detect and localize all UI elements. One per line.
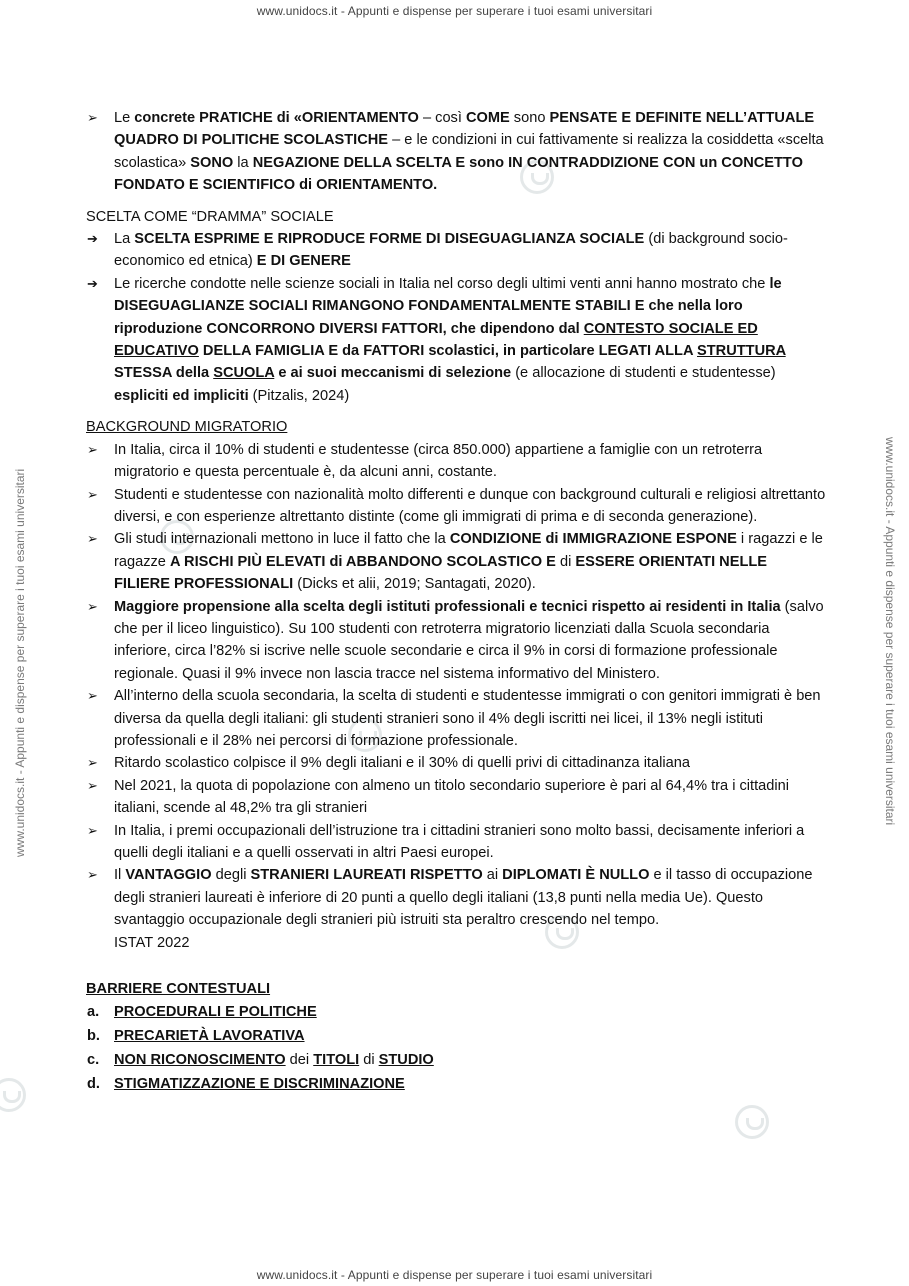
list-marker: d. [87, 1076, 100, 1093]
text-run: (Pitzalis, 2024) [248, 387, 350, 404]
migratorio-item-5 [86, 685, 826, 752]
underlined-run: SCUOLA [213, 365, 275, 382]
text-run: e il tasso di occupazione degli stranieri laureati è inferiore di 20 punti a quello degli italiani (13,8 punti nella media Ue). Questo svantaggio occupazionale degli stranieri più istruiti sta peraltro crescendo nel tempo. [114, 867, 813, 929]
migratorio-item-6 [86, 752, 826, 774]
bold-run: concrete PRATICHE di «ORIENTAMENTO [134, 110, 419, 126]
scelta-item-1 [86, 228, 826, 273]
text-run: degli [211, 867, 251, 884]
bullet-arrowhead-icon: ➢ [87, 441, 98, 457]
text-run: – e le condizioni in cui fattivamente si realizza la cosiddetta «scelta scolastica» [114, 132, 824, 171]
bold-run: PENSATE E DEFINITE NELL’ATTUALE QUADRO DI POLITICHE SCOLASTICHE [114, 110, 815, 149]
bold-run: Maggiore propensione alla scelta degli istituti professionali e tecnici rispetto ai residenti in Italia [114, 598, 781, 615]
bullet-arrowhead-icon: ➢ [87, 110, 98, 125]
underlined-run: CONTESTO SOCIALE ED EDUCATIVO [114, 320, 758, 360]
bold-run: STRANIERI LAUREATI RISPETTO [250, 867, 483, 884]
text-run: Studenti e studentesse con nazionalità molto differenti e dunque con background culturali e religiosi altrettanto diversi, e con esperienze altrettanto distinte (come gli immigrati di prima e di seconda generazione). [114, 486, 826, 525]
barriere-item-b [86, 1024, 826, 1048]
underlined-run: STIGMATIZZAZIONE E DISCRIMINAZIONE [114, 1076, 405, 1093]
bold-run: NEGAZIONE DELLA SCELTA E sono IN CONTRADDIZIONE CON un CONCETTO FONDATO E SCIENTIFICO di ORIENTAMENTO. [114, 154, 803, 194]
bullet-arrowhead-icon: ➢ [87, 822, 98, 838]
bold-run: DELLA FAMIGLIA E da FATTORI scolastici, in particolare LEGATI ALLA [198, 343, 698, 360]
watermark-logo-icon [0, 1078, 26, 1112]
bullet-arrowhead-icon: ➢ [87, 777, 98, 793]
migratorio-item-7 [86, 775, 826, 820]
text-run: – così [418, 110, 466, 126]
bold-run: E DI GENERE [256, 253, 351, 270]
bold-run: DIPLOMATI È NULLO [502, 867, 650, 884]
bold-run: CONDIZIONE di IMMIGRAZIONE ESPONE [449, 531, 737, 548]
bold-run: espliciti ed impliciti [114, 387, 249, 404]
migratorio-item-2 [86, 484, 826, 529]
text-run: sono [509, 110, 550, 126]
bullet-arrowhead-icon: ➢ [87, 867, 98, 883]
watermark-logo-icon [735, 1105, 769, 1139]
text-run: Il [114, 867, 126, 884]
barriere-item-d [86, 1072, 826, 1096]
text-run: dei [285, 1052, 314, 1069]
source-citation: ISTAT 2022 [114, 934, 190, 951]
header-watermark: www.unidocs.it - Appunti e dispense per superare i tuoi esami universitari [256, 4, 653, 18]
bold-run: le DISEGUAGLIANZE SOCIALI RIMANGONO FONDAMENTALMENTE STABILI E che nella loro riproduzione CONCORRONO DIVERSI FATTORI, che dipendono dal [114, 275, 782, 337]
section-heading-migratorio: BACKGROUND MIGRATORIO [86, 419, 288, 436]
bullet-arrow-icon: ➔ [87, 231, 98, 247]
text-run: In Italia, i premi occupazionali dell’istruzione tra i cittadini stranieri sono molto bassi, decisamente inferiori a quelli degli italiani e a quelli osservati in altri Paesi europei. [114, 822, 805, 861]
list-marker: b. [87, 1028, 100, 1045]
text-run: (di background socio- economico ed etnica) [114, 231, 788, 270]
text-run: Le [114, 110, 135, 126]
text-run: Ritardo scolastico colpisce il 9% degli italiani e il 30% di quelli privi di cittadinanza italiana [114, 755, 690, 772]
text-run: i ragazzi e le ragazze [114, 531, 823, 570]
text-run: ai [482, 867, 503, 884]
text-run: In Italia, circa il 10% di studenti e studentesse (circa 850.000) appartiene a famiglie con un retroterra migratorio e questa percentuale è, da alcuni anni, costante. [114, 441, 763, 481]
text-run: di [555, 553, 576, 570]
migratorio-item-8 [86, 820, 826, 865]
bold-run: STESSA della [114, 365, 214, 382]
bullet-arrowhead-icon: ➢ [87, 598, 98, 614]
section-heading-scelta: SCELTA COME “DRAMMA” SOCIALE [86, 208, 334, 225]
document-body [86, 107, 826, 1096]
migratorio-item-9 [86, 864, 826, 954]
text-run: All’interno della scuola secondaria, la scelta di studenti e studentesse immigrati o con genitori immigrati è ben diversa da quella degli italiani: gli studenti stranieri sono il 4% degli iscritti nei licei, il 13% negli istituti professionali e il 28% nei percorsi di formazione professionale. [114, 688, 821, 749]
footer-watermark: www.unidocs.it - Appunti e dispense per superare i tuoi esami universitari [256, 1268, 653, 1282]
section-heading-barriere: BARRIERE CONTESTUALI [86, 981, 271, 998]
text-run: (e allocazione di studenti e studentesse) [511, 365, 776, 382]
bullet-arrowhead-icon: ➢ [87, 486, 98, 502]
scelta-item-2 [86, 273, 826, 407]
right-side-watermark: www.unidocs.it - Appunti e dispense per superare i tuoi esami universitari [883, 437, 897, 826]
underlined-run: TITOLI [313, 1052, 360, 1069]
underlined-run: STRUTTURA [697, 343, 786, 360]
left-side-watermark: www.unidocs.it - Appunti e dispense per superare i tuoi esami universitari [13, 468, 27, 857]
bullet-arrowhead-icon: ➢ [87, 531, 98, 547]
barriere-item-a [86, 1000, 826, 1024]
list-marker: c. [87, 1052, 100, 1069]
text-run: (salvo che per il liceo linguistico). Su 100 studenti con retroterra migratorio licenziati dalla Scuola secondaria inferiore, circa l’82% si iscrive nelle scuole secondarie e circa il 9% in corsi di formazione professionale regionale. Quasi il 9% invece non lascia tracce nel sistema informativo del Ministero. [114, 598, 824, 682]
barriere-item-c [86, 1048, 826, 1072]
text-run: (Dicks et alii, 2019; Santagati, 2020). [293, 576, 536, 593]
bold-run: VANTAGGIO [125, 867, 212, 884]
bullet-arrowhead-icon: ➢ [87, 755, 98, 771]
text-run: Nel 2021, la quota di popolazione con almeno un titolo secondario superiore è pari al 64,4% tra i cittadini italiani, scende al 48,2% tra gli stranieri [114, 777, 789, 817]
text-run: di [359, 1052, 379, 1069]
list-marker: a. [87, 1004, 100, 1021]
bold-run: SONO [190, 154, 234, 171]
migratorio-item-3 [86, 528, 826, 595]
bold-run: SCELTA ESPRIME E RIPRODUCE FORME DI DISEGUAGLIANZA SOCIALE [134, 231, 645, 248]
migratorio-item-4 [86, 596, 826, 686]
bold-run: COME [465, 110, 510, 126]
bullet-arrowhead-icon: ➢ [87, 688, 98, 704]
text-run: Gli studi internazionali mettono in luce il fatto che la [114, 531, 450, 548]
text-run: la [233, 154, 253, 171]
underlined-run: PRECARIETÀ LAVORATIVA [114, 1028, 305, 1045]
migratorio-item-1 [86, 439, 826, 484]
underlined-run: STUDIO [378, 1052, 434, 1069]
text-run: La [114, 231, 135, 248]
text-run: Le ricerche condotte nelle scienze sociali in Italia nel corso degli ultimi venti anni hanno mostrato che [114, 275, 770, 292]
bullet-arrow-icon: ➔ [87, 275, 98, 291]
bold-run: e ai suoi meccanismi di selezione [274, 365, 512, 382]
underlined-run: PROCEDURALI E POLITICHE [114, 1004, 317, 1021]
bold-run: ESSERE ORIENTATI NELLE FILIERE PROFESSIONALI [114, 553, 768, 593]
intro-bullet [86, 107, 826, 197]
underlined-run: NON RICONOSCIMENTO [114, 1052, 286, 1069]
bold-run: A RISCHI PIÙ ELEVATI di ABBANDONO SCOLASTICO E [169, 553, 556, 570]
